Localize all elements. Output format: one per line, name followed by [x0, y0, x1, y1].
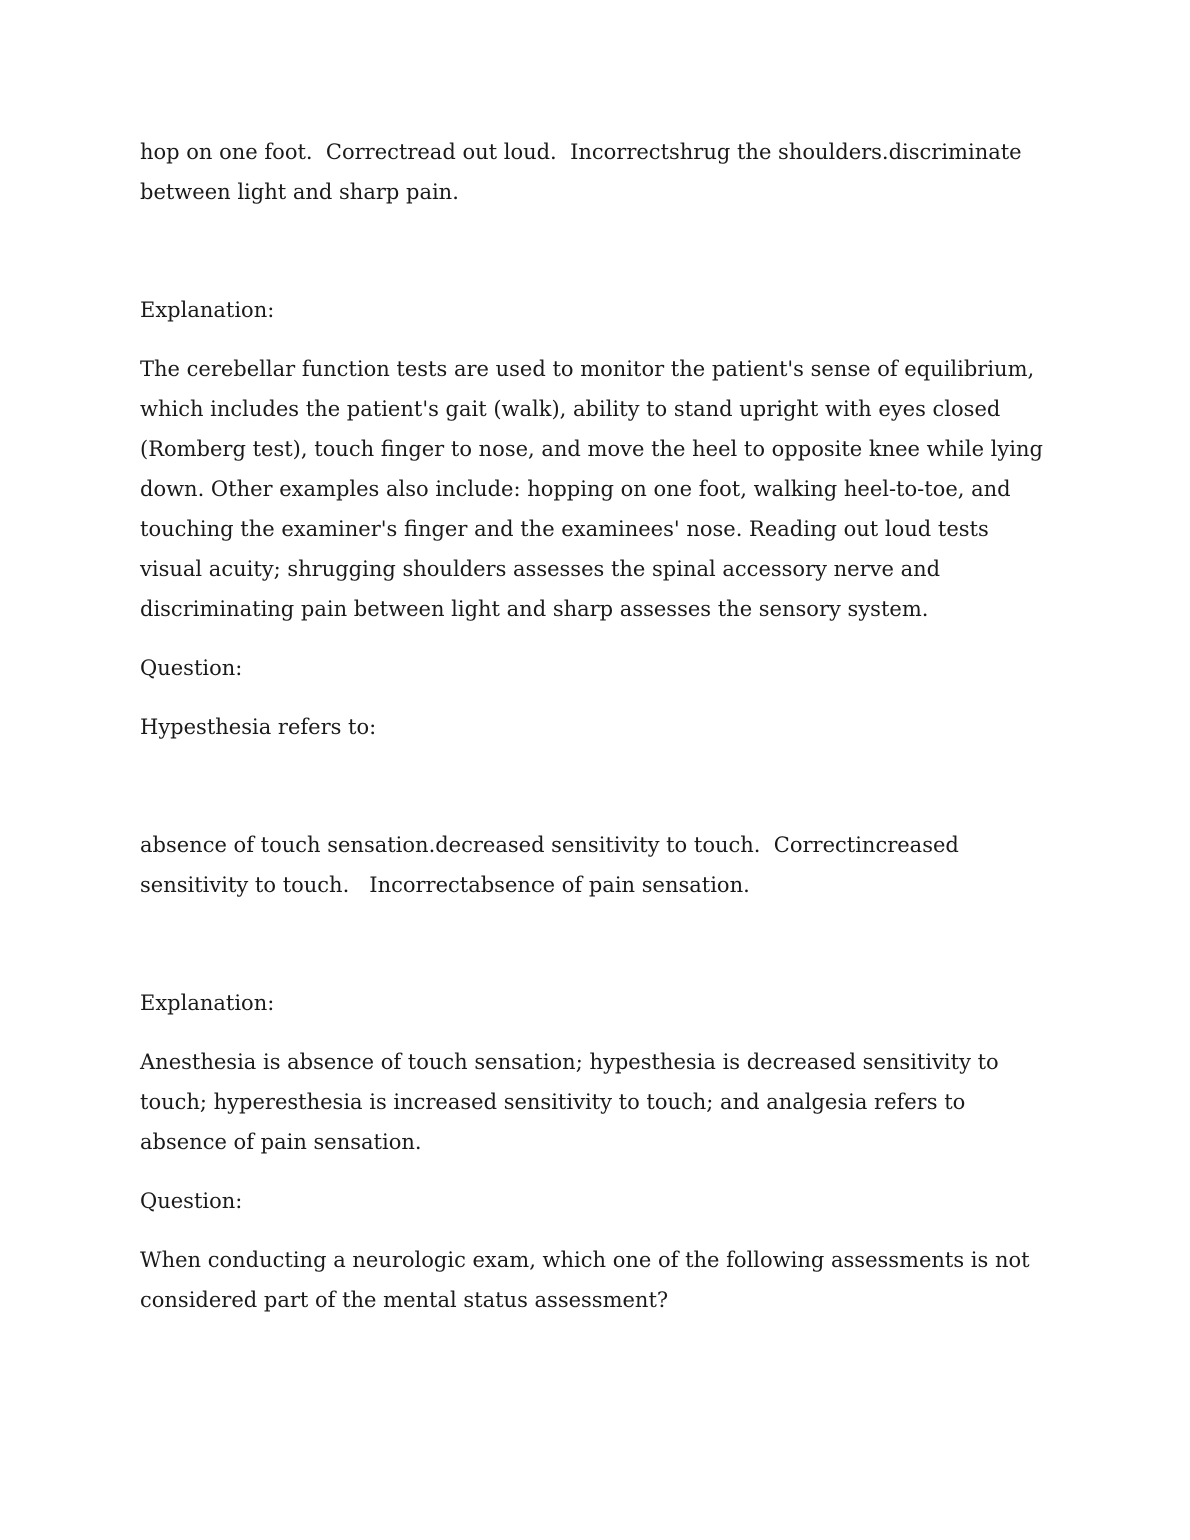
spacer: [140, 688, 1050, 707]
question-label-2: Question:: [140, 1189, 243, 1213]
spacer: [140, 629, 1050, 648]
spacer: [140, 747, 1050, 825]
explanation-text-2: Anesthesia is absence of touch sensation; hypesthesia is decreased sensitivity to touch; hyperesthesia is increased sensitivity to touch; and analgesia refers to absence of pain sensation.: [140, 1050, 1006, 1154]
explanation-label-1: Explanation:: [140, 298, 275, 322]
spacer: [140, 212, 1050, 290]
spacer: [140, 330, 1050, 349]
document-page: [140, 132, 1050, 1320]
spacer: [140, 1023, 1050, 1042]
spacer: [140, 1221, 1050, 1240]
answer-options-1: hop on one foot. Correctread out loud. Incorrectshrug the shoulders.discriminate between light and sharp pain.: [140, 140, 1029, 204]
answer-options-2: absence of touch sensation.decreased sensitivity to touch. Correctincreased sensitivity to touch. Incorrectabsence of pain sensation.: [140, 833, 966, 897]
question-label-1: Question:: [140, 656, 243, 680]
spacer: [140, 905, 1050, 983]
question-text-2: When conducting a neurologic exam, which one of the following assessments is not considered part of the mental status assessment?: [140, 1248, 1037, 1312]
explanation-text-1: The cerebellar function tests are used to monitor the patient's sense of equilibrium, which includes the patient's gait (walk), ability to stand upright with eyes closed (Romberg test), touch finger to nose, and move the heel to opposite knee while lying down. Other examples also include: hopping on one foot, walking heel-to-toe, and touching the examiner's finger and the examinees' nose. Reading out loud tests visual acuity; shrugging shoulders assesses the spinal accessory nerve and discriminating pain between light and sharp assesses the sensory system.: [140, 357, 1050, 621]
question-text-1: Hypesthesia refers to:: [140, 715, 377, 739]
explanation-label-2: Explanation:: [140, 991, 275, 1015]
spacer: [140, 1162, 1050, 1181]
